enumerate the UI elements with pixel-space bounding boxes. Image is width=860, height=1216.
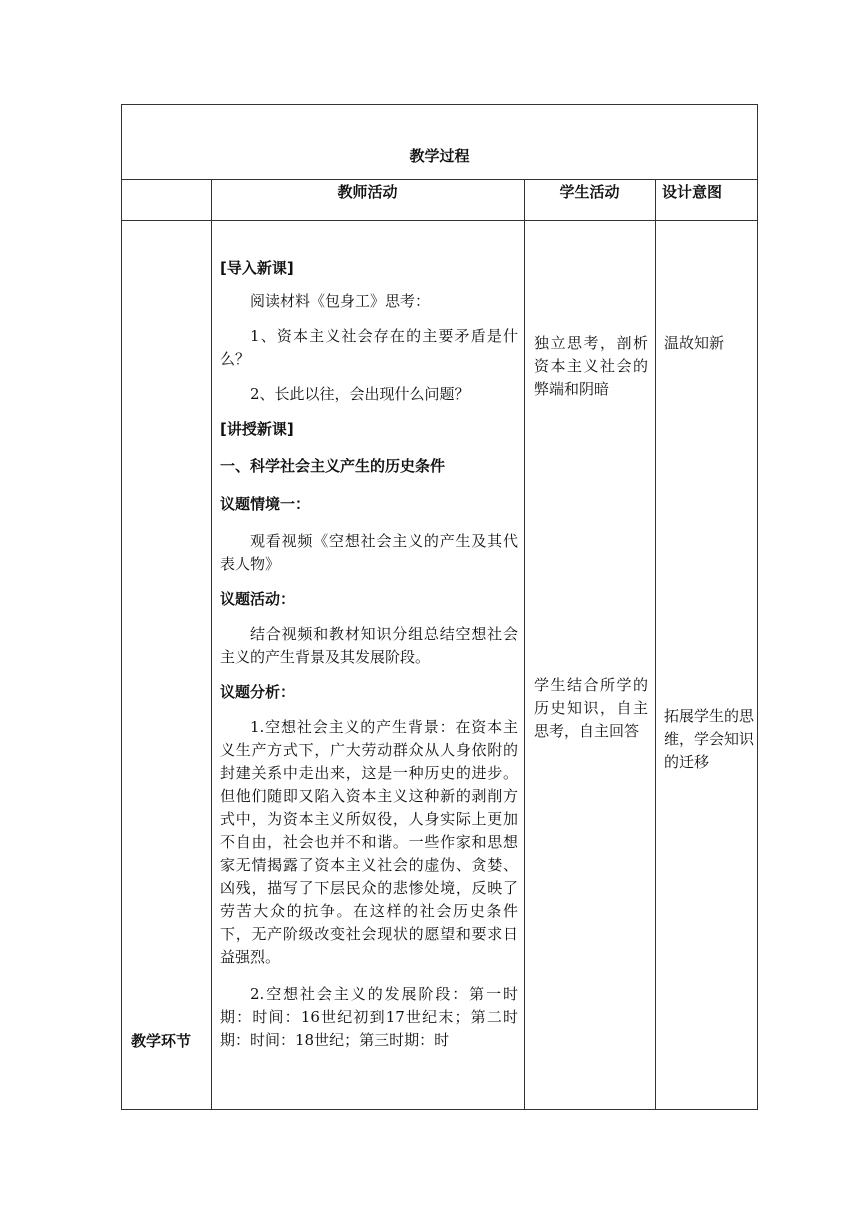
watch-video-text: 观看视频《空想社会主义的产生及其代表人物》 [220, 532, 518, 573]
table-title: 教学过程 [409, 147, 470, 165]
intro-read: 阅读材料《包身工》思考： [250, 292, 431, 310]
design-intent-2: 拓展学生的思维，学会知识的迁移 [664, 707, 755, 771]
student-activity-2: 学生结合所学的历史知识，自主思考，自主回答 [534, 676, 648, 740]
column-divider-3 [655, 179, 656, 1109]
design-intent-1: 温故知新 [664, 334, 725, 352]
header-row-divider [122, 220, 757, 221]
row-label: 教学环节 [131, 1032, 192, 1050]
lecture-heading: [讲授新课] [220, 420, 294, 438]
intro-heading: [导入新课] [220, 259, 294, 277]
analysis-stages: 2.空想社会主义的发展阶段：第一时期：时间：16世纪初到17世纪末；第二时期：时间：18世纪；第三时期：时 [220, 985, 518, 1049]
column-divider-2 [524, 179, 525, 1109]
scenario-1-heading: 议题情境一： [220, 495, 311, 513]
analysis-heading: 议题分析： [220, 683, 296, 701]
student-activity-1: 独立思考，剖析资本主义社会的弊端和阴暗 [534, 334, 648, 398]
question-1: 1、资本主义社会存在的主要矛盾是什么？ [220, 327, 518, 368]
header-student: 学生活动 [559, 183, 620, 201]
teacher-activity-cell [220, 257, 518, 1052]
section-1-heading: 一、科学社会主义产生的历史条件 [220, 457, 446, 475]
question-2: 2、长此以往，会出现什么问题？ [250, 385, 470, 403]
column-divider-1 [211, 179, 212, 1109]
header-intent: 设计意图 [662, 183, 723, 201]
activity-text: 结合视频和教材知识分组总结空想社会主义的产生背景及其发展阶段。 [220, 625, 518, 666]
header-teacher: 教师活动 [337, 183, 398, 201]
title-row-divider [122, 179, 757, 180]
analysis-background: 1.空想社会主义的产生背景：在资本主义生产方式下，广大劳动群众从人身依附的封建关系中走出来，这是一种历史的进步。但他们随即又陷入资本主义这种新的剥削方式中，为资本主义所奴役，人身实际上更加不自由，社会也并不和谐。一些作家和思想家无情揭露了资本主义社会的虚伪、贪婪、凶残，描写了下层民众的悲惨处境，反映了劳苦大众的抗争。在这样的社会历史条件下，无产阶级改变社会现状的愿望和要求日益强烈。 [220, 718, 518, 966]
lesson-table [121, 104, 758, 1110]
activity-heading: 议题活动： [220, 590, 296, 608]
